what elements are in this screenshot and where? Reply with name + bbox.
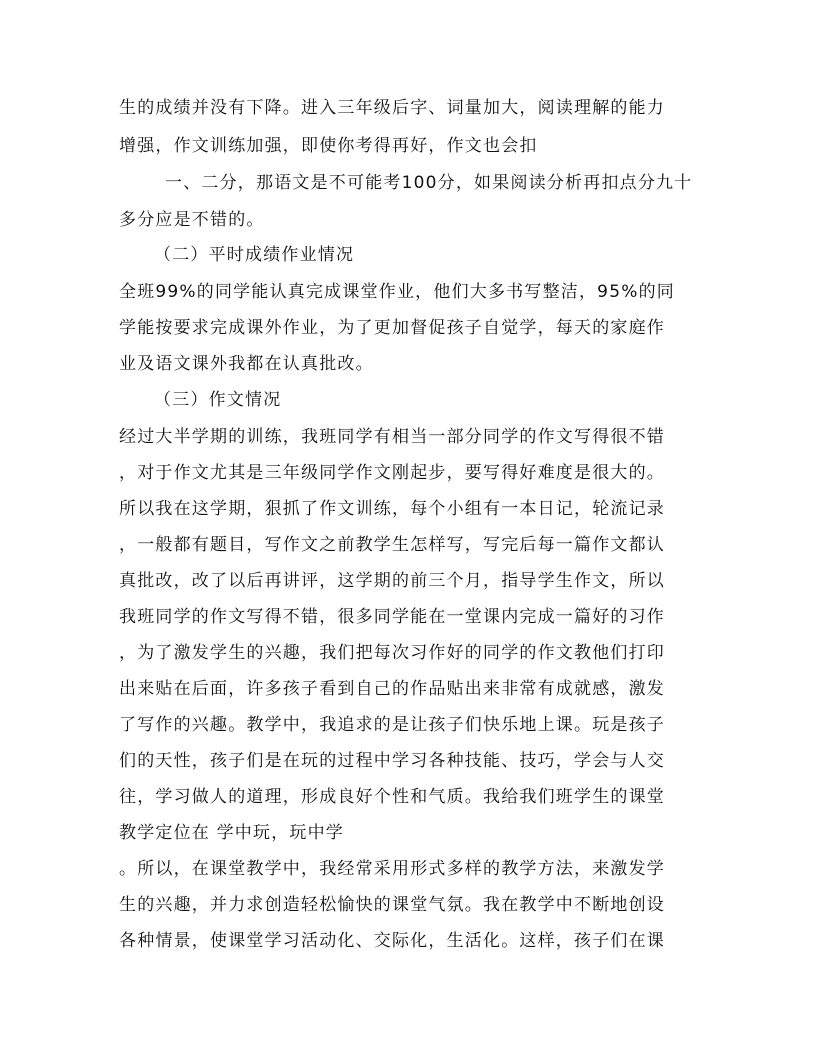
section-heading: （二）平时成绩作业情况 <box>154 245 355 265</box>
text-line: 了写作的兴趣。教学中，我追求的是让孩子们快乐地上课。玩是孩子 <box>119 715 665 735</box>
text-line: 各种情景，使课堂学习活动化、交际化，生活化。这样，孩子们在课 <box>119 931 665 951</box>
text-line: 业及语文课外我都在认真批改。 <box>119 354 374 374</box>
text-line: 真批改，改了以后再讲评，这学期的前三个月，指导学生作文，所以 <box>119 571 665 591</box>
text-line: 全班99%的同学能认真完成课堂作业，他们大多书写整洁，95%的同 <box>119 282 675 302</box>
text-line: 。所以，在课堂教学中，我经常采用形式多样的教学方法，来激发学 <box>119 859 665 879</box>
text-line: 多分应是不错的。 <box>119 210 265 230</box>
text-line: 所以我在这学期，狠抓了作文训练，每个小组有一本日记，轮流记录 <box>119 499 665 519</box>
text-line: 经过大半学期的训练，我班同学有相当一部分同学的作文写得很不错 <box>119 427 665 447</box>
text-line: ，一般都有题目，写作文之前教学生怎样写，写完后每一篇作文都认 <box>119 535 665 555</box>
text-line: 往，学习做人的道理，形成良好个性和气质。我给我们班学生的课堂 <box>119 787 665 807</box>
text-line: 出来贴在后面，许多孩子看到自己的作品贴出来非常有成就感，激发 <box>119 679 665 699</box>
text-line: 一、二分，那语文是不可能考100分，如果阅读分析再扣点分九十 <box>165 173 693 193</box>
text-line: ，为了激发学生的兴趣，我们把每次习作好的同学的作文教他们打印 <box>119 643 665 663</box>
text-line: 我班同学的作文写得不错，很多同学能在一堂课内完成一篇好的习作 <box>119 607 665 627</box>
text-line: 生的成绩并没有下降。进入三年级后字、词量加大，阅读理解的能力 <box>119 98 665 118</box>
text-line: 增强，作文训练加强，即使你考得再好，作文也会扣 <box>119 136 538 156</box>
text-line: 生的兴趣，并力求创造轻松愉快的课堂气氛。我在教学中不断地创设 <box>119 895 665 915</box>
section-heading: （三）作文情况 <box>154 390 282 410</box>
text-line: 学能按要求完成课外作业，为了更加督促孩子自觉学，每天的家庭作 <box>119 318 665 338</box>
text-line: 教学定位在 学中玩，玩中学 <box>119 823 345 843</box>
text-line: ，对于作文尤其是三年级同学作文刚起步，要写得好难度是很大的。 <box>119 463 665 483</box>
text-line: 们的天性，孩子们是在玩的过程中学习各种技能、技巧，学会与人交 <box>119 751 665 771</box>
